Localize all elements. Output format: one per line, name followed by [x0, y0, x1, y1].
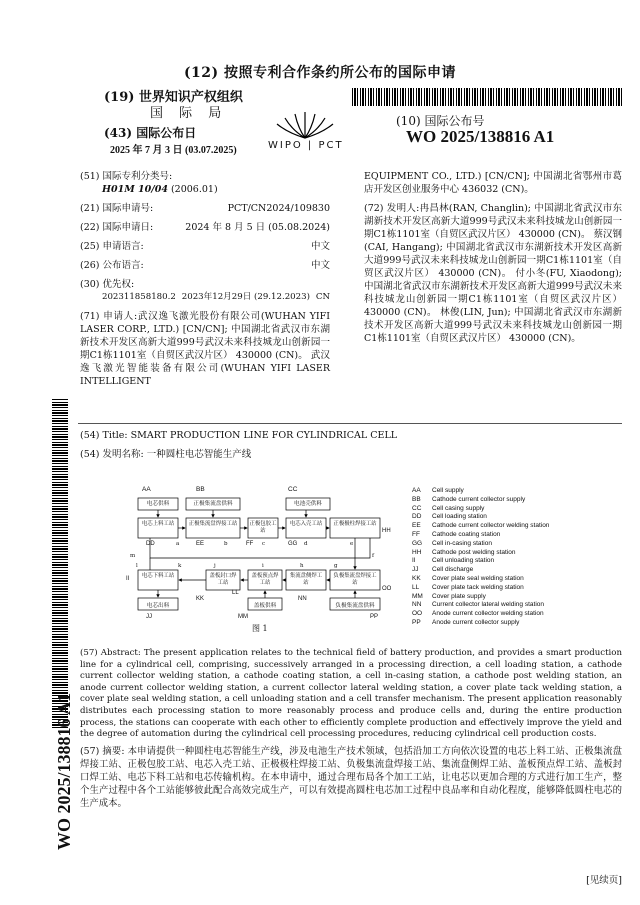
pub-date-value: 2025 年 7 月 3 日 (03.07.2025) — [110, 145, 237, 156]
fig-letter-l: l — [136, 563, 138, 569]
legend-row — [412, 513, 549, 522]
fig-box-ee: 正极集流盘焊接工站 — [188, 521, 238, 527]
biblio-right — [364, 170, 622, 345]
fig-box-casing-supply: 电池壳供料 — [294, 501, 322, 507]
legend-row — [412, 540, 549, 549]
legend-key: HH — [412, 548, 422, 556]
fig-label-mm: MM — [238, 614, 248, 620]
fig-label-hh: HH — [382, 528, 391, 534]
legend-row — [412, 566, 549, 575]
legend-value: Cathode coating station — [432, 530, 501, 538]
legend-row — [412, 593, 549, 602]
fig-box-gg: 电芯入壳工站 — [289, 521, 323, 527]
legend-row — [412, 610, 549, 619]
fig-label-cc: CC — [288, 486, 298, 493]
pub-number: WO 2025/138816 A1 — [406, 127, 555, 146]
legend-value: Cathode current collector welding station — [432, 522, 550, 530]
legend-value: Cell supply — [432, 487, 464, 494]
legend-key: AA — [412, 487, 421, 494]
inventor-text: 冉昌林(RAN, Changlin); 中国湖北省武汉市东湖新技术开发区高新大道999号武汉未来科技城龙山创新园一期C1栋1101室（自贸区武汉片区） 430000 (CN)。 蔡汉钢(CAI, Hangang); 中国湖北省武汉市东湖新技术开发区高新大道999号武汉未来科技城龙山创新园一期C1栋1101室（自贸区武汉片区） 430000 (CN)。 付小冬(FU, Xiaodong); 中国湖北省武汉市东湖新技术开发区高新大道999号武汉未来科技城龙山创新园一期C1栋1101室（自贸区武汉片区） 430000 (CN)。 林俊(LIN, Jun); 中国湖北省武汉市东湖新技术开发区高新大道999号武汉未来科技城龙山创新园一期C1栋1101室（自贸区武汉片区） 430000 (CN)。 — [364, 203, 622, 344]
legend-row — [412, 619, 549, 628]
biblio-left — [80, 170, 330, 388]
legend-value: Anode current collector supply — [432, 618, 520, 626]
legend-row — [412, 549, 549, 558]
wipo-pct-logo-text: WIPO | PCT — [268, 140, 344, 151]
fig-label-gg: GG — [288, 541, 298, 547]
app-no-label: (21) 国际申请号: — [80, 203, 154, 214]
legend-key: DD — [412, 513, 422, 521]
filing-date-label: (22) 国际申请日: — [80, 222, 154, 233]
fig-box-oo: 负极集流盘焊接工站 — [333, 573, 377, 586]
fig-letter-i: i — [262, 563, 264, 569]
legend-value: Current collector lateral welding station — [432, 601, 544, 609]
fig-box-pp: 负极集流盘供料 — [335, 603, 375, 609]
legend-value: Cathode post welding station — [432, 548, 516, 556]
fig-letter-d: d — [304, 541, 308, 547]
fig-label-oo: OO — [382, 586, 392, 592]
priority-date: 2023年12月29日 (29.12.2023) — [181, 292, 310, 302]
priority-label: (30) 优先权: — [80, 279, 135, 290]
legend-row — [412, 531, 549, 540]
sidebar-barcode — [52, 398, 68, 728]
legend-value: Cell unloading station — [432, 557, 495, 565]
legend-row — [412, 522, 549, 531]
legend-key: FF — [412, 530, 420, 538]
legend-value: Cell in-casing station — [432, 539, 492, 547]
fig-box-nn: 集流盘侧焊工站 — [289, 573, 323, 586]
fig-letter-e: e — [350, 541, 354, 547]
fig-letter-f: f — [372, 553, 375, 559]
abstract-english: (57) Abstract: The present application relates to the technical field of battery production, and provides a smart production line for a cylindrical cell, comprising, successively arranged in a processing direction, a cell loading station, a cathode current collector welding station, a cathode coating station, a cell in-casing station, a cathode post welding station, an anode current collector welding station, a current collector lateral welding station, a cover plate tack welding station, a cover plate seal welding station, a cell unloading station and a cell transfer mechanism. The present application reasonably distributes each processing station to more reasonably process and produce cells and, during the entire production process, the stations can cooperate with each other to efficiently complete production and effectively improve the yield and the degree of automation during the cylindrical cell processing procedures, reducing cylindrical cell production costs. — [80, 648, 622, 740]
legend-value: Cell loading station — [432, 513, 487, 521]
legend-value: Cathode current collector supply — [432, 495, 526, 503]
pub-date-label: (43) 国际公布日 — [104, 126, 197, 140]
fig-box-kk: 盖板封口焊工站 — [209, 573, 237, 586]
ipc-year: (2006.01) — [170, 184, 218, 195]
org-bureau: 国 际 局 — [150, 106, 228, 121]
sidebar-pub-number: WO 2025/138816 A1 — [54, 692, 74, 850]
fig-letter-b: b — [224, 541, 228, 547]
fig-letter-m: m — [130, 553, 136, 559]
app-no-value: PCT/CN2024/109830 — [227, 203, 330, 214]
legend-key: JJ — [412, 566, 419, 574]
legend-value: Cover plate supply — [432, 592, 486, 600]
pub-lang-label: (26) 公布语言: — [80, 260, 144, 271]
fig-letter-a: a — [176, 541, 180, 547]
fig-box-cell-supply: 电芯供料 — [146, 501, 170, 507]
legend-key: BB — [412, 495, 421, 503]
wipo-logo-icon — [268, 106, 342, 140]
abstract-chinese: (57) 摘要: 本申请提供一种圆柱电芯智能生产线，涉及电池生产技术领域，包括沿加工方向依次设置的电芯上料工站、正极集流盘焊接工站、正极包胶工站、电芯入壳工站、正极极柱焊接工站、负极集流盘焊接工站、集流盘侧焊工站、盖板预点焊工站、盖板封口焊工站、电芯下料工站和电芯传输机构。在本申请中，通过合理布局各个加工工站，让电芯以更加合理的方式进行加工生产，整个生产过程中各个工站能够彼此配合高效完成生产，可以有效提高圆柱电芯加工过程中良品率和自动化程度，能够降低圆柱电芯的生产成本。 — [80, 746, 622, 809]
fig-label-pp: PP — [370, 614, 379, 620]
continued-note: [见续页] — [586, 875, 622, 886]
fig-label-ll: LL — [232, 590, 239, 596]
fig-box-ll: 盖板预点焊工站 — [251, 573, 279, 586]
document-title: (12) 按照专利合作条约所公布的国际申请 — [183, 65, 457, 81]
priority-number: 202311858180.2 — [102, 292, 176, 302]
section-divider — [78, 423, 622, 424]
legend-value: Cover plate tack welding station — [432, 583, 524, 591]
legend-value: Cell casing supply — [432, 504, 485, 512]
fig-letter-g: g — [334, 563, 338, 569]
legend-key: KK — [412, 574, 421, 582]
applicant-text: 武汉逸飞激光股份有限公司(WUHAN YIFI LASER CORP., LTD.) [CN/CN]; 中国湖北省武汉市东湖新技术开发区高新大道999号武汉未来科技城龙山创新园一期C1栋1101室（自贸区武汉片区） 430000 (CN)。 武汉逸飞激光智能装备有限公司(WUHAN YIFI LASER INTELLIGENT — [80, 311, 330, 387]
legend-value: Anode current collector welding station — [432, 610, 544, 618]
fig-box-cathode-supply: 正极集流盘供料 — [193, 501, 233, 507]
fig-box-hh: 正极极柱焊接工站 — [333, 521, 377, 527]
pub-lang-value: 中文 — [310, 260, 330, 271]
fig-label-ff: FF — [246, 541, 254, 547]
inventor-label: (72) 发明人: — [364, 203, 420, 214]
figure-legend — [412, 487, 549, 628]
legend-key: OO — [412, 610, 423, 618]
fig-letter-c: c — [262, 541, 266, 547]
filing-date-value: 2024 年 8 月 5 日 (05.08.2024) — [185, 222, 330, 233]
filing-lang-label: (25) 申请语言: — [80, 241, 144, 252]
fig-box-mm: 盖板供料 — [253, 603, 277, 609]
fig-label-nn: NN — [298, 596, 307, 602]
legend-row — [412, 487, 549, 496]
title-english: (54) Title: SMART PRODUCTION LINE FOR CYLINDRICAL CELL — [80, 430, 398, 441]
fig-letter-k: k — [178, 563, 182, 569]
legend-key: CC — [412, 504, 422, 512]
legend-key: GG — [412, 539, 423, 547]
header-barcode — [352, 88, 624, 106]
fig-letter-h: h — [300, 563, 304, 569]
legend-value: Cover plate seal welding station — [432, 574, 524, 582]
filing-lang-value: 中文 — [310, 241, 330, 252]
fig-label-ii: II — [126, 576, 130, 582]
fig-label-kk: KK — [196, 596, 205, 602]
legend-key: NN — [412, 601, 422, 609]
legend-row — [412, 601, 549, 610]
fig-box-ii: 电芯下料工站 — [141, 573, 175, 579]
legend-key: PP — [412, 618, 421, 626]
priority-country: CN — [315, 292, 330, 302]
legend-row — [412, 505, 549, 514]
legend-row — [412, 557, 549, 566]
title-chinese: (54) 发明名称: 一种圆柱电芯智能生产线 — [80, 449, 252, 460]
fig-box-dd: 电芯上料工站 — [141, 521, 175, 527]
legend-row — [412, 584, 549, 593]
fig-label-ee: EE — [196, 541, 205, 547]
legend-row — [412, 496, 549, 505]
fig-label-aa: AA — [142, 486, 151, 493]
org-name: (19) 世界知识产权组织 — [104, 90, 243, 105]
legend-key: LL — [412, 583, 420, 591]
fig-label-bb: BB — [196, 486, 205, 493]
fig-letter-j: j — [214, 563, 216, 569]
legend-row — [412, 575, 549, 584]
applicant-continued: EQUIPMENT CO., LTD.) [CN/CN]; 中国湖北省鄂州市葛店开发区创业服务中心 436032 (CN)。 — [364, 171, 622, 195]
figure-caption: 图 1 — [252, 624, 268, 633]
fig-label-dd: DD — [146, 541, 155, 547]
legend-key: EE — [412, 522, 421, 530]
ipc-label: (51) 国际专利分类号: — [80, 171, 173, 182]
legend-key: II — [412, 557, 416, 565]
ipc-value: H01M 10/04 — [102, 184, 168, 195]
fig-box-jj: 电芯出料 — [146, 603, 170, 609]
fig-label-jj: JJ — [146, 614, 152, 620]
fig-box-ff: 正极包胶工站 — [249, 521, 277, 534]
applicant-label: (71) 申请人: — [80, 311, 138, 322]
pub-number-label: (10) 国际公布号 — [396, 114, 485, 128]
legend-key: MM — [412, 592, 423, 600]
legend-value: Cell discharge — [432, 566, 474, 574]
